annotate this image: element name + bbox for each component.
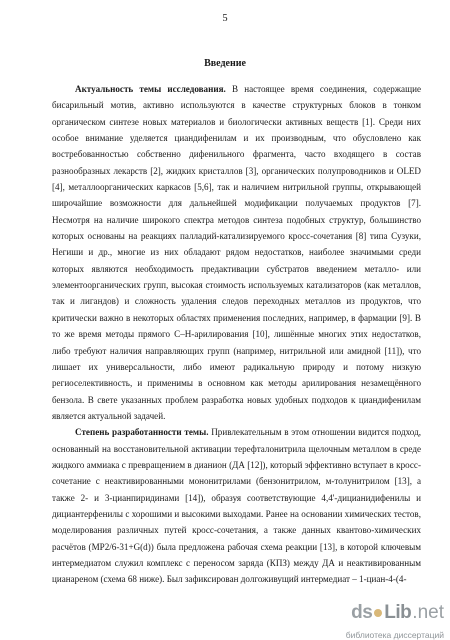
watermark-logo-ds: ds [351, 602, 373, 623]
paragraph-text: В настоящее время соединения, содержащие бисарильный мотив, активно используются в качестве структурных блоков в тонком органическом синтезе новых материалов и биологически активных веществ [1]. Среди них особое внимание уделяется циандифенилам и их производным, что обусловлено как востребованностью собственно дифенильного фрагмента, часто входящего в состав разнообразных лекарств [2], жидких кристаллов [3], органических полупроводников и OLED [4], металлоорганических каркасов [5,6], так и наличием нитрильной группы, открывающей широчайшие возможности для дальнейшей модификации получаемых продуктов [7]. Несмотря на наличие широкого спектра методов синтеза подобных структур, большинство которых основаны на реакциях палладий-катализируемого кросс-сочетания [8] типа Сузуки, Негиши и др., многие из них обладают рядом недостатков, наиболее значимыми среди которых являются необходимость предактивации субстратов введением металло- или элементоорганических групп, высокая стоимость используемых катализаторов (как металлов, так и лигандов) и сложность удаления следов переходных металлов из продуктов, что критически важно в некоторых областях применения последних, например, в фармации [9]. В то же время методы прямого С–Н-арилирования [10], лишённые многих этих недостатков, либо требуют наличия направляющих групп (например, нитрильной или амидной [11]), что лишает их универсальности, либо имеют радикальную природу и потому низкую региоселективность, и применимы в основном как методы арилирования незамещённого бензола. В свете указанных проблем разработка новых удобных подходов к циандифенилам является актуальной задачей. [52, 84, 421, 421]
paragraph-lead: Актуальность темы исследования. [75, 84, 226, 94]
paragraph-relevance [52, 81, 421, 424]
section-heading: Введение [204, 58, 246, 69]
watermark-logo-lib: Lib [384, 602, 412, 623]
dslib-watermark [345, 602, 444, 640]
paragraph-development [52, 424, 421, 587]
paragraph-text: Привлекательным в этом отношении видится подход, основанный на восстановительной активации терефталонитрила щелочным металлом в среде жидкого аммиака с превращением в дианион (ДА [12]), который эффективно вступает в кросс-сочетание с неактивированными мононитрилами (бензонитрилом, м-толунитрилом [13], а также 2- и 3-цианпиридинами [14]), образуя соответствующие 4,4'-дицианидифенилы и дициантерфенилы с хорошими и высокими выходами. Ранее на основании химических тестов, моделирования различных путей кросс-сочетания, а также данных квантово-химических расчётов (MP2/6-31+G(d)) была предложена рабочая схема реакции [13], в которой ключевым интермедиатом служил комплекс с переносом заряда (КПЗ) между ДА и неактивированным цианареном (схема 68 ниже). Был зафиксирован долгоживущий интермедиат – 1-циан-4-(4- [52, 427, 421, 585]
document-body [52, 81, 421, 588]
paragraph-lead: Степень разработанности темы. [75, 427, 209, 438]
page-number: 5 [222, 13, 228, 24]
watermark-dot-icon [374, 609, 382, 617]
watermark-block [345, 602, 444, 640]
watermark-logo [351, 602, 444, 624]
watermark-logo-domain: .net [412, 602, 444, 623]
watermark-tagline: библиотека диссертаций [345, 630, 444, 640]
